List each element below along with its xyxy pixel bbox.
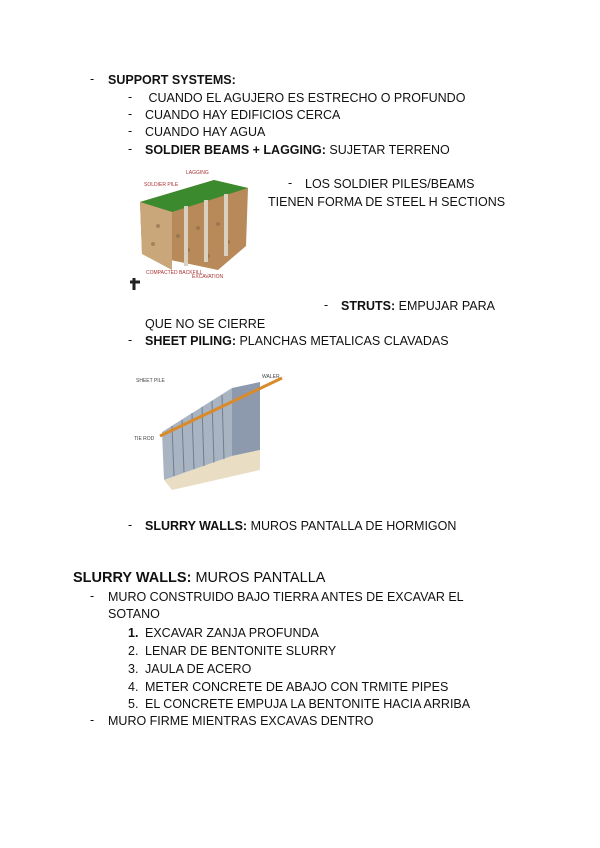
step-text: JAULA DE ACERO (145, 662, 252, 676)
soldier-item: SOLDIER BEAMS + LAGGING: SUJETAR TERRENO (145, 143, 450, 157)
list-item: CUANDO EL AGUJERO ES ESTRECHO O PROFUNDO (145, 91, 466, 105)
step-number: 1. (128, 626, 139, 640)
struts-item: STRUTS: EMPUJAR PARA (341, 299, 495, 313)
bullet-dash: - (128, 107, 133, 121)
bullet-dash: - (90, 72, 95, 86)
bullet-dash: - (128, 333, 133, 347)
bullet-dash: - (90, 589, 95, 603)
bullet-dash: - (128, 124, 133, 138)
step-text: LENAR DE BENTONITE SLURRY (145, 644, 337, 658)
slurry-point-line1: MURO CONSTRUIDO BAJO TIERRA ANTES DE EXCAVAR EL (108, 590, 464, 604)
bullet-dash: - (324, 298, 329, 312)
figure-label: LAGGING (186, 170, 209, 176)
step-number: 2. (128, 644, 139, 658)
bullet-dash: - (128, 142, 133, 156)
step-number: 3. (128, 662, 139, 676)
sheet-piling-figure (132, 370, 304, 492)
sheet-piling-item: SHEET PILING: PLANCHAS METALICAS CLAVADAS (145, 334, 449, 348)
bullet-dash: - (128, 90, 133, 104)
slurry-point: MURO FIRME MIENTRAS EXCAVAS DENTRO (108, 714, 374, 728)
step-text: METER CONCRETE DE ABAJO CON TRMITE PIPES (145, 680, 449, 694)
figure-label: SHEET PILE (136, 378, 165, 384)
step-number: 4. (128, 680, 139, 694)
soldier-note-line2: TIENEN FORMA DE STEEL H SECTIONS (268, 195, 506, 209)
figure-label: WALER (262, 374, 280, 380)
figure-label: TIE ROD (134, 436, 155, 442)
list-item: CUANDO HAY AGUA (145, 125, 266, 139)
bullet-dash: - (128, 518, 133, 532)
figure-label: SOLDIER PILE (144, 182, 179, 188)
slurry-item: SLURRY WALLS: MUROS PANTALLA DE HORMIGON (145, 519, 457, 533)
step-number: 5. (128, 697, 139, 711)
section-heading: SLURRY WALLS: MUROS PANTALLA (73, 570, 326, 586)
support-title: SUPPORT SYSTEMS: (108, 73, 236, 87)
struts-item-line2: QUE NO SE CIERRE (145, 317, 266, 331)
bullet-dash: - (90, 713, 95, 727)
soldier-beams-figure (128, 166, 268, 292)
slurry-point-line2: SOTANO (108, 607, 160, 621)
figure-label: EXCAVATION (192, 274, 224, 280)
bullet-dash: - (288, 176, 293, 190)
soldier-note-line1: LOS SOLDIER PILES/BEAMS (305, 177, 475, 191)
step-text: EXCAVAR ZANJA PROFUNDA (145, 626, 319, 640)
list-item: CUANDO HAY EDIFICIOS CERCA (145, 108, 341, 122)
step-text: EL CONCRETE EMPUJA LA BENTONITE HACIA ARRIBA (145, 697, 471, 711)
figure-label: COMPACTED BACKFILL (146, 270, 203, 276)
